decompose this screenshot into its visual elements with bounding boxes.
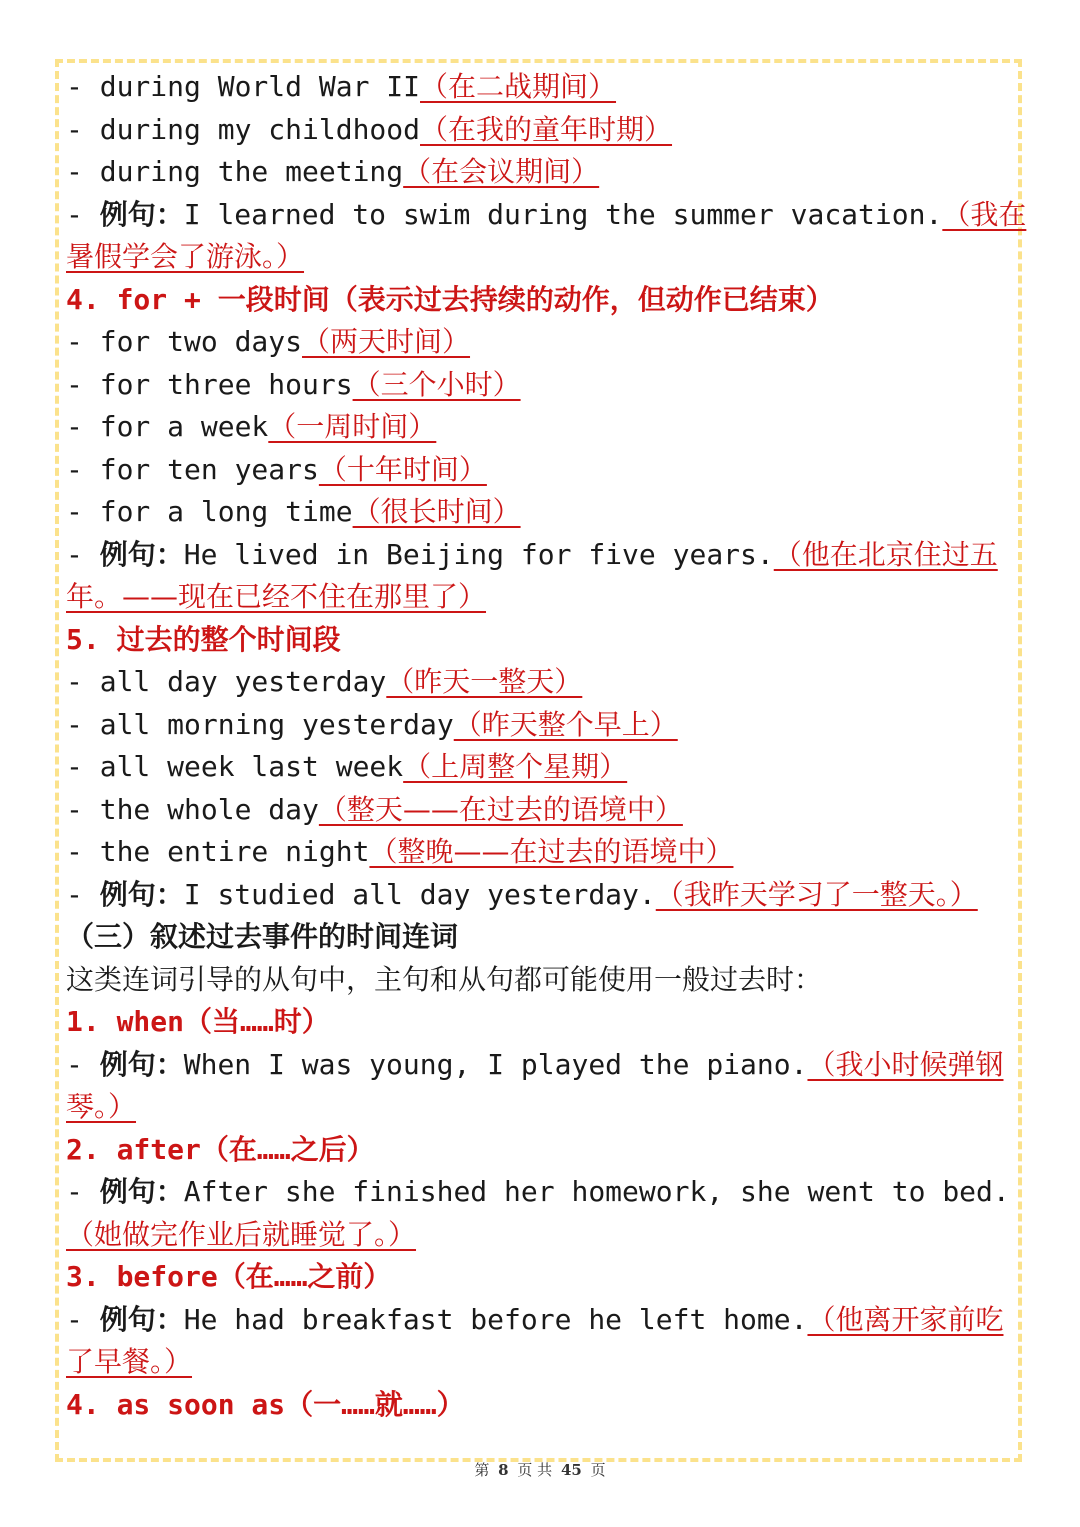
example-line: - 例句：When I was young, I played the piano.（我小时候弹钢 [66, 1047, 1004, 1081]
example-line: - 例句：After she finished her homework, she went to bed. [66, 1175, 1010, 1208]
intro-text: 这类连词引导的从句中，主句和从句都可能使用一般过去时： [66, 962, 823, 996]
section-heading: 4. for + 一段时间（表示过去持续的动作，但动作已结束） [66, 282, 834, 316]
translation: （在我的童年时期） [420, 112, 673, 146]
subsection-heading: （三）叙述过去事件的时间连词 [66, 920, 459, 953]
example-continuation [66, 1341, 1016, 1384]
translation: （一周时间） [268, 410, 437, 443]
translation: （我小时候弹钢 [807, 1047, 1004, 1081]
example-label: 例句： [99, 877, 184, 911]
translation: （上周整个星期） [403, 750, 628, 783]
page-footer: 第 8 页 共 45 页 [474, 1461, 606, 1479]
page-content [66, 66, 1027, 1426]
vocab-line: - all day yesterday（昨天一整天） [66, 665, 583, 698]
vocab-line: - during World War II（在二战期间） [66, 70, 617, 103]
example-label: 例句： [99, 1302, 184, 1336]
translation: 了早餐。） [66, 1345, 193, 1378]
example-label: 例句： [99, 1175, 184, 1208]
example-label: 例句： [99, 537, 184, 571]
translation: （他离开家前吃 [807, 1302, 1004, 1336]
translation: 琴。） [66, 1090, 137, 1123]
conjunction-heading: 2. after（在……之后） [66, 1132, 375, 1166]
vocab-line: - the whole day（整天——在过去的语境中） [66, 792, 683, 826]
vocab-line: - for two days（两天时间） [66, 325, 471, 358]
vocab-line: - all week last week（上周整个星期） [66, 750, 628, 783]
translation: （十年时间） [318, 452, 487, 486]
total-page-number: 45 [560, 1461, 582, 1479]
translation: （整天——在过去的语境中） [318, 792, 683, 826]
translation: （在二战期间） [420, 70, 617, 103]
translation: （她做完作业后就睡觉了。） [66, 1217, 417, 1251]
example-continuation [66, 236, 1016, 279]
example-label: 例句： [99, 1047, 184, 1081]
translation: 年。——现在已经不住在那里了） [66, 580, 487, 613]
translation: 暑假学会了游泳。） [66, 240, 305, 273]
conjunction-heading: 3. before（在……之前） [66, 1260, 392, 1293]
example-line: - 例句：He lived in Beijing for five years.（他在北京住过五 [66, 537, 998, 571]
translation: （昨天整个早上） [453, 707, 678, 741]
example-continuation [66, 1086, 1016, 1129]
vocab-line: - for a week（一周时间） [66, 410, 437, 443]
current-page-number: 8 [498, 1461, 509, 1479]
translation: （我在 [942, 197, 1027, 231]
vocab-line: - during the meeting（在会议期间） [66, 155, 600, 188]
translation: （整晚——在过去的语境中） [369, 835, 734, 868]
example-line: - 例句：I learned to swim during the summer vacation.（我在 [66, 197, 1027, 231]
example-line: - 例句：I studied all day yesterday.（我昨天学习了一整天。） [66, 877, 978, 911]
section-heading: 5. 过去的整个时间段 [66, 622, 341, 656]
example-continuation [66, 1214, 1016, 1257]
translation: （他在北京住过五 [773, 537, 998, 571]
conjunction-heading: 1. when（当……时） [66, 1005, 330, 1038]
conjunction-heading: 4. as soon as（一……就……） [66, 1387, 465, 1421]
vocab-line: - for a long time（很长时间） [66, 495, 521, 528]
example-continuation [66, 576, 1016, 619]
translation: （很长时间） [352, 495, 521, 528]
translation: （昨天一整天） [386, 665, 583, 698]
vocab-line: - the entire night（整晚——在过去的语境中） [66, 835, 734, 868]
example-label: 例句： [99, 197, 184, 231]
translation: （在会议期间） [403, 155, 600, 188]
translation: （两天时间） [302, 325, 471, 358]
example-line: - 例句：He had breakfast before he left home.（他离开家前吃 [66, 1302, 1004, 1336]
translation: （我昨天学习了一整天。） [655, 877, 978, 911]
vocab-line: - all morning yesterday（昨天整个早上） [66, 707, 678, 741]
vocab-line: - during my childhood（在我的童年时期） [66, 112, 673, 146]
translation: （三个小时） [352, 367, 521, 401]
vocab-line: - for three hours（三个小时） [66, 367, 521, 401]
vocab-line: - for ten years（十年时间） [66, 452, 487, 486]
